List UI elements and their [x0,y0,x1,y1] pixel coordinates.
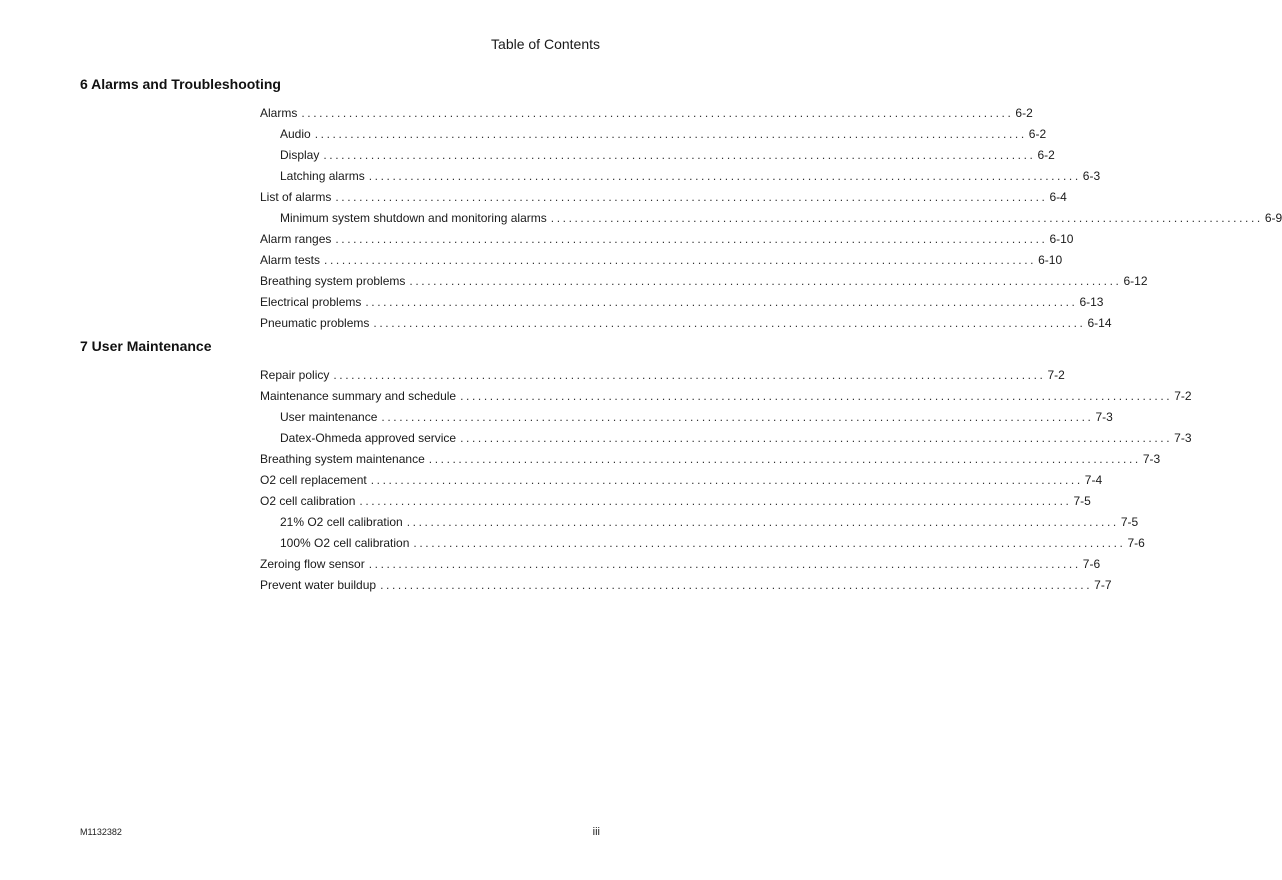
dot-leader: ........................................................................................................................ [323,148,1036,162]
toc-entry-label: Display [280,148,320,162]
toc-entry-page: 6-12 [1123,274,1148,288]
dot-leader: ........................................................................................................................ [301,106,1014,120]
dot-leader: ........................................................................................................................ [428,452,1141,466]
toc-list-alarms [260,99,1282,330]
toc-entry-label: Zeroing flow sensor [260,557,365,571]
dot-leader: ........................................................................................................................ [368,557,1081,571]
toc-entry[interactable] [260,550,1101,571]
toc-entry-label: Prevent water buildup [260,578,377,592]
toc-entry-page: 7-3 [1174,431,1192,445]
toc-entry-label: Maintenance summary and schedule [260,389,457,403]
toc-entry[interactable] [260,267,1148,288]
toc-entry[interactable] [260,508,1139,529]
dot-leader: ........................................................................................................................ [550,211,1263,225]
toc-entry[interactable] [260,529,1145,550]
dot-leader: ........................................................................................................................ [370,473,1083,487]
toc-entry-page: 7-3 [1095,410,1113,424]
toc-entry-page: 6-9 [1264,211,1282,225]
toc-entry-label: Datex-Ohmeda approved service [280,431,457,445]
toc-entry[interactable] [260,424,1192,445]
toc-entry-page: 6-14 [1087,316,1112,330]
toc-entry[interactable] [260,309,1112,330]
toc-entry-label: Alarm ranges [260,232,332,246]
toc-entry-label: Breathing system problems [260,274,406,288]
toc-entry[interactable] [260,571,1112,592]
toc-entry-label: Pneumatic problems [260,316,370,330]
toc-entry-page: 6-13 [1079,295,1104,309]
dot-leader: ........................................................................................................................ [314,127,1027,141]
toc-entry-page: 6-4 [1049,190,1067,204]
dot-leader: ........................................................................................................................ [359,494,1072,508]
dot-leader: ........................................................................................................................ [406,515,1119,529]
toc-entry[interactable] [260,141,1055,162]
dot-leader: ........................................................................................................................ [335,232,1048,246]
toc-entry-label: Alarms [260,106,298,120]
toc-entry-label: O2 cell calibration [260,494,356,508]
toc-entry-label: Audio [280,127,311,141]
toc-entry-page: 7-4 [1084,473,1103,487]
toc-entry[interactable] [260,403,1113,424]
toc-entry[interactable] [260,361,1065,382]
dot-leader: ........................................................................................................................ [335,190,1048,204]
dot-leader: ........................................................................................................................ [365,295,1078,309]
dot-leader: ........................................................................................................................ [413,536,1126,550]
toc-entry-page: 6-2 [1028,127,1047,141]
toc-entry-page: 7-5 [1120,515,1139,529]
toc-entry[interactable] [260,382,1192,403]
dot-leader: ........................................................................................................................ [368,169,1081,183]
toc-entry-page: 7-2 [1047,368,1065,382]
toc-entry-page: 7-7 [1094,578,1112,592]
toc-entry-label: 100% O2 cell calibration [280,536,410,550]
toc-entry-page: 6-2 [1037,148,1055,162]
toc-entry-page: 7-6 [1127,536,1145,550]
toc-entry[interactable] [260,466,1103,487]
toc-entry-label: Repair policy [260,368,330,382]
toc-entry-page: 6-3 [1082,169,1101,183]
toc-entry[interactable] [260,225,1074,246]
toc-entry-page: 6-2 [1015,106,1033,120]
toc-entry-label: User maintenance [280,410,378,424]
section-title-alarms: 6 Alarms and Troubleshooting [80,76,281,92]
dot-leader: ........................................................................................................................ [381,410,1094,424]
toc-entry[interactable] [260,120,1047,141]
dot-leader: ........................................................................................................................ [373,316,1086,330]
toc-entry-label: Alarm tests [260,253,321,267]
toc-entry-page: 7-2 [1174,389,1192,403]
toc-entry-label: Latching alarms [280,169,365,183]
dot-leader: ........................................................................................................................ [460,431,1173,445]
toc-entry-label: 21% O2 cell calibration [280,515,403,529]
toc-entry[interactable] [260,204,1282,225]
toc-entry[interactable] [260,288,1104,309]
dot-leader: ........................................................................................................................ [324,253,1037,267]
toc-entry-page: 6-10 [1038,253,1063,267]
toc-entry-label: Electrical problems [260,295,362,309]
toc-entry[interactable] [260,445,1161,466]
toc-entry-page: 7-6 [1082,557,1101,571]
dot-leader: ........................................................................................................................ [460,389,1173,403]
toc-list-user-maintenance [260,361,1192,592]
toc-entry-page: 7-3 [1142,452,1161,466]
toc-entry-label: Minimum system shutdown and monitoring alarms [280,211,547,225]
toc-entry-page: 7-5 [1073,494,1091,508]
page-header-title: Table of Contents [491,36,600,52]
section-title-user-maintenance: 7 User Maintenance [80,338,212,354]
dot-leader: ........................................................................................................................ [409,274,1122,288]
dot-leader: ........................................................................................................................ [333,368,1046,382]
footer-page-number: iii [592,826,600,838]
toc-entry[interactable] [260,99,1033,120]
dot-leader: ........................................................................................................................ [380,578,1093,592]
toc-entry[interactable] [260,183,1067,204]
toc-entry[interactable] [260,162,1101,183]
toc-entry-label: List of alarms [260,190,332,204]
toc-entry-label: O2 cell replacement [260,473,367,487]
toc-entry-page: 6-10 [1049,232,1074,246]
footer-doc-number: M1132382 [80,827,122,837]
toc-entry-label: Breathing system maintenance [260,452,425,466]
toc-entry[interactable] [260,246,1063,267]
toc-entry[interactable] [260,487,1091,508]
